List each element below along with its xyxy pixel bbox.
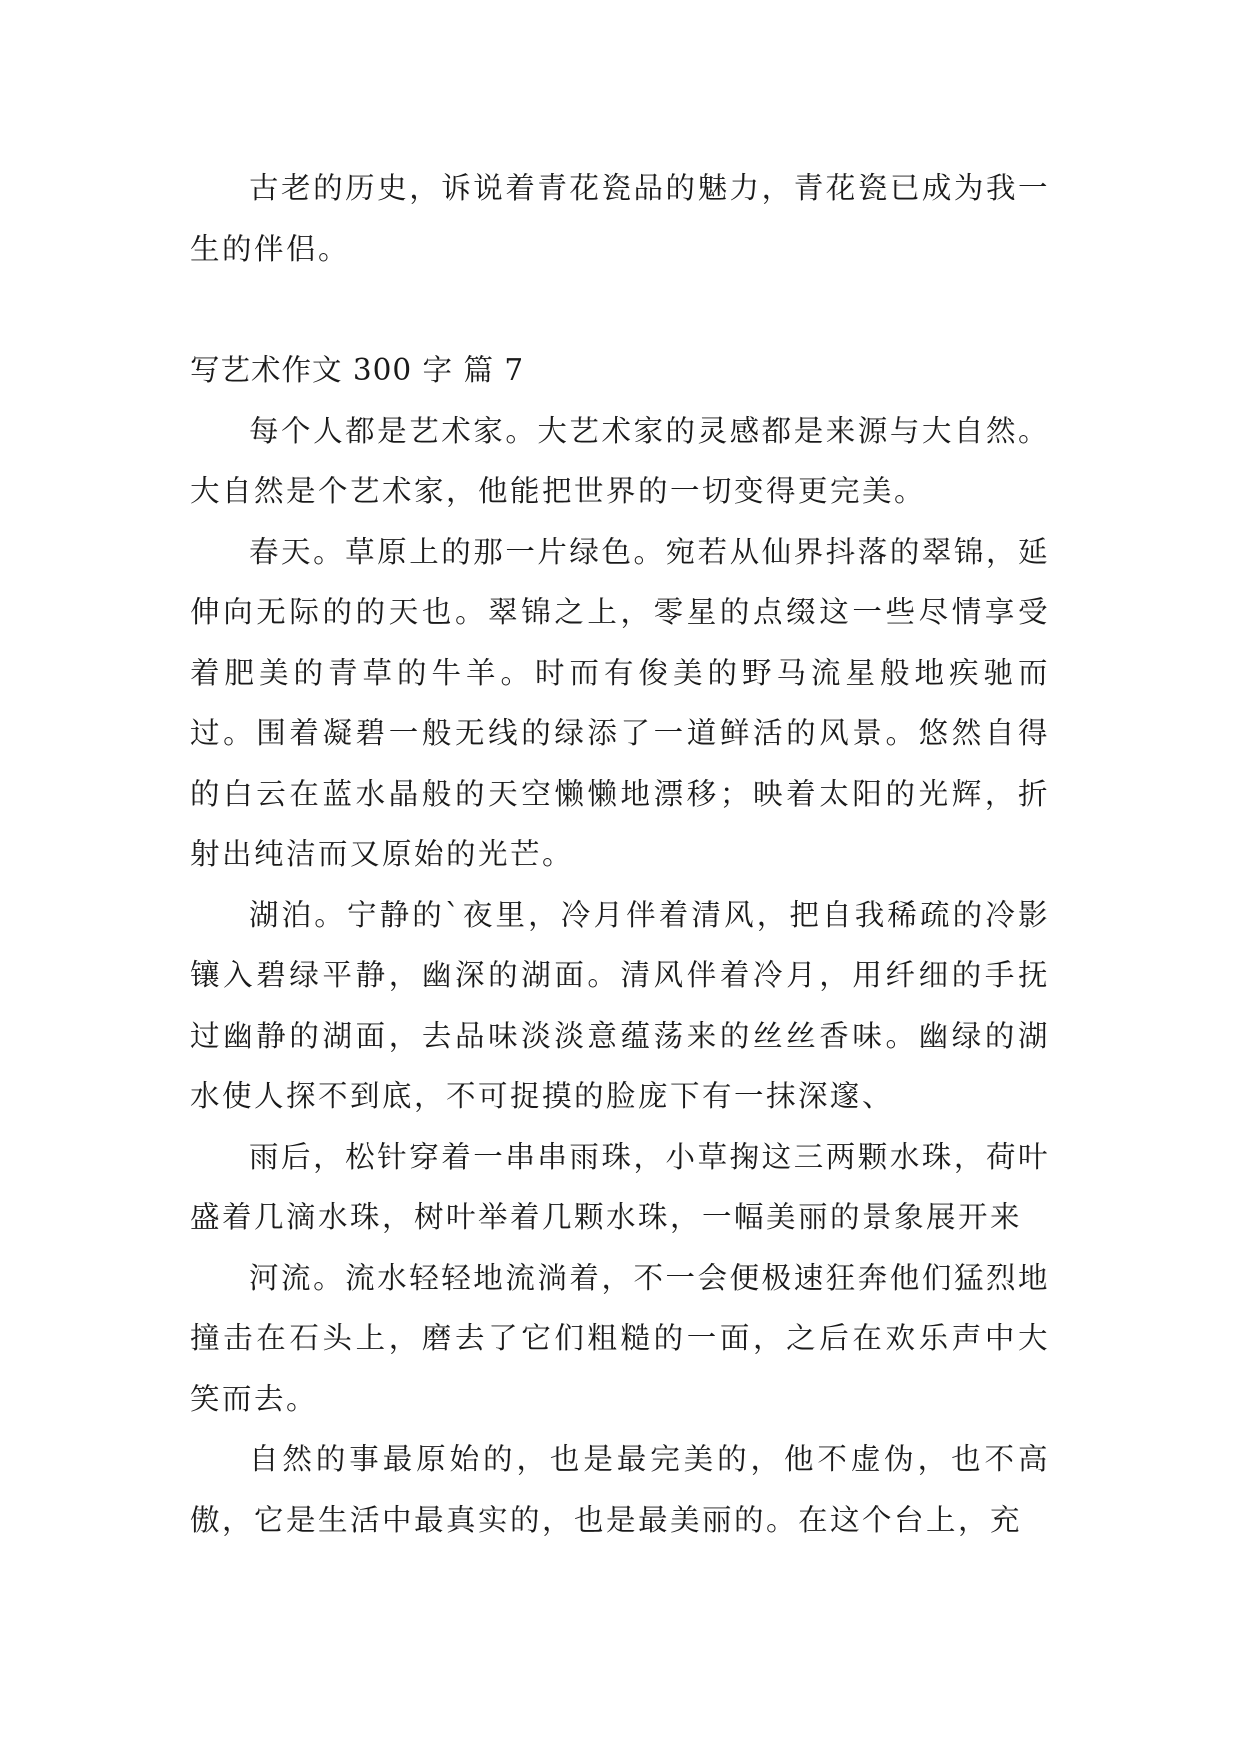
paragraph-2: 春天。草原上的那一片绿色。宛若从仙界抖落的翠锦，延伸向无际的的天也。翠锦之上，零星的点缀这一些尽情享受着肥美的青草的牛羊。时而有俊美的野马流星般地疾驰而过。围着凝碧一般无线的绿添了一道鲜活的风景。悠然自得的白云在蓝水晶般的天空懒懒地漂移；映着太阳的光辉，折射出纯洁而又原始的光芒。	[190, 534, 1050, 871]
section-heading: 写艺术作文 300 字 篇 7	[190, 353, 525, 387]
intro-paragraph: 古老的历史，诉说着青花瓷品的魅力，青花瓷已成为我一生的伴侣。	[190, 171, 1050, 266]
paragraph-6: 自然的事最原始的，也是最完美的，他不虚伪，也不高傲，它是生活中最真实的，也是最美丽的。在这个台上，充	[190, 1442, 1050, 1537]
paragraph-1: 每个人都是艺术家。大艺术家的灵感都是来源与大自然。大自然是个艺术家，他能把世界的一切变得更完美。	[190, 413, 1050, 508]
paragraph-4: 雨后，松针穿着一串串雨珠，小草掬这三两颗水珠，荷叶盛着几滴水珠，树叶举着几颗水珠，一幅美丽的景象展开来	[190, 1139, 1050, 1234]
paragraph-5: 河流。流水轻轻地流淌着，不一会便极速狂奔他们猛烈地撞击在石头上，磨去了它们粗糙的一面，之后在欢乐声中大笑而去。	[190, 1260, 1050, 1416]
paragraph-3: 湖泊。宁静的`夜里，冷月伴着清风，把自我稀疏的冷影镶入碧绿平静，幽深的湖面。清风伴着冷月，用纤细的手抚过幽静的湖面，去品味淡淡意蕴荡来的丝丝香味。幽绿的湖水使人探不到底，不可捉摸的脸庞下有一抹深邃、	[190, 897, 1050, 1113]
document-body	[190, 158, 1050, 1550]
